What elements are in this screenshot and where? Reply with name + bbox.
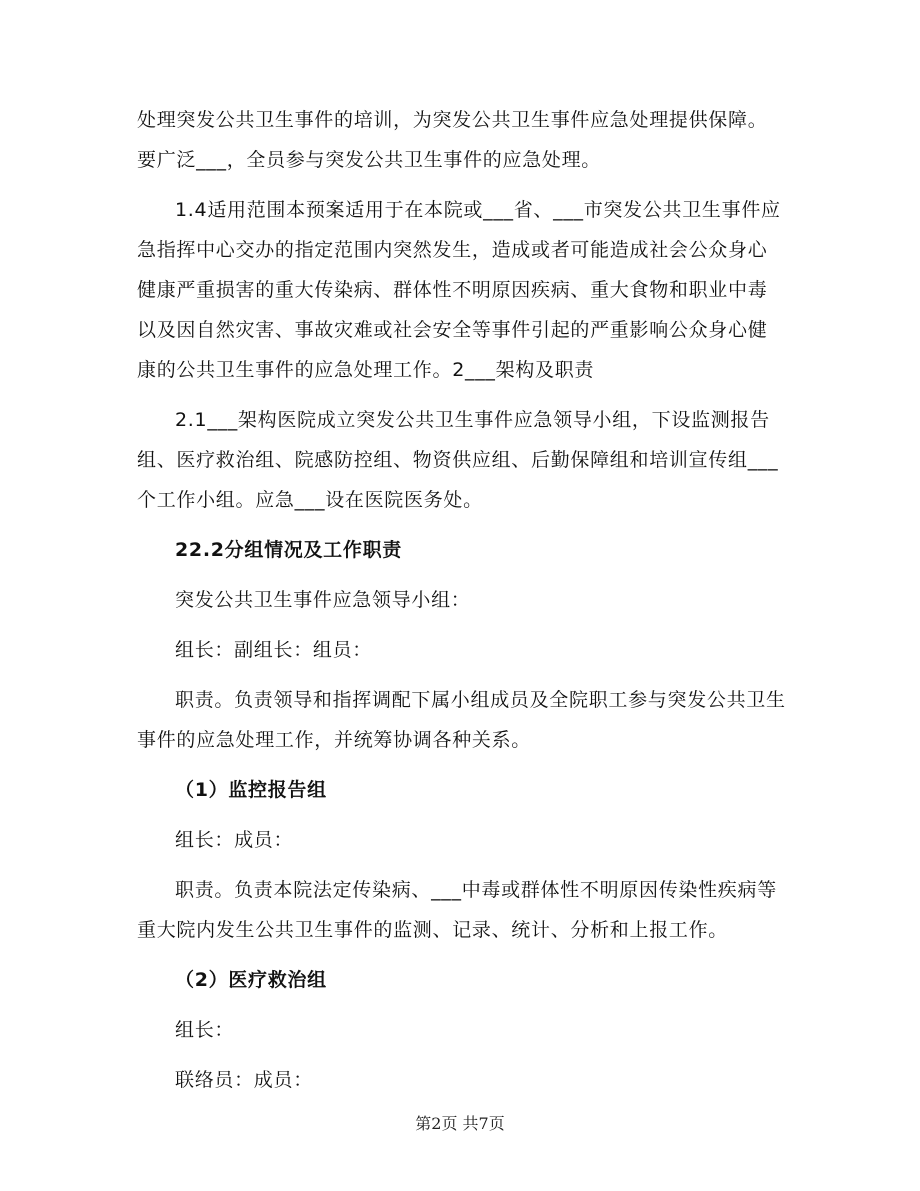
paragraph-monitoring-members: 组长：成员： [175, 829, 294, 851]
page-number-footer: 第2页 共7页 [415, 1114, 505, 1133]
paragraph-leadership-group: 突发公共卫生事件应急领导小组： [175, 589, 471, 611]
paragraph-treatment-leader: 组长： [175, 1019, 235, 1041]
paragraph-scope: 1.4适用范围本预案适用于在本院或___省、___市突发公共卫生事件应急指挥中心交办的指定范围内突然发生，造成或者可能造成社会公众身心健康严重损害的重大传染病、群体性不明原因疾病、重大食物和职业中毒以及因自然灾害、事故灾难或社会安全等事件引起的严重影响公众身心健康的公共卫生事件的应急处理工作。2___架构及职责 [137, 199, 781, 381]
paragraph-structure: 2.1___架构医院成立突发公共卫生事件应急领导小组，下设监测报告组、医疗救治组、院感防控组、物资供应组、后勤保障组和培训宣传组___个工作小组。应急___设在医院医务处。 [137, 409, 779, 511]
document-body [137, 100, 787, 1110]
paragraph-intro-continuation: 处理突发公共卫生事件的培训，为突发公共卫生事件应急处理提供保障。要广泛___，全员参与突发公共卫生事件的应急处理。 [137, 109, 768, 171]
subheading-treatment-group: （2）医疗救治组 [175, 969, 327, 991]
section-heading-groups: 22.2分组情况及工作职责 [175, 539, 402, 561]
subheading-monitoring-group: （1）监控报告组 [175, 779, 327, 801]
paragraph-leadership-duties: 职责。负责领导和指挥调配下属小组成员及全院职工参与突发公共卫生事件的应急处理工作，并统筹协调各种关系。 [137, 689, 786, 751]
paragraph-treatment-members: 联络员：成员： [175, 1069, 313, 1091]
paragraph-leadership-members: 组长：副组长：组员： [175, 639, 373, 661]
paragraph-monitoring-duties: 职责。负责本院法定传染病、___中毒或群体性不明原因传染性疾病等重大院内发生公共卫生事件的监测、记录、统计、分析和上报工作。 [137, 879, 777, 941]
